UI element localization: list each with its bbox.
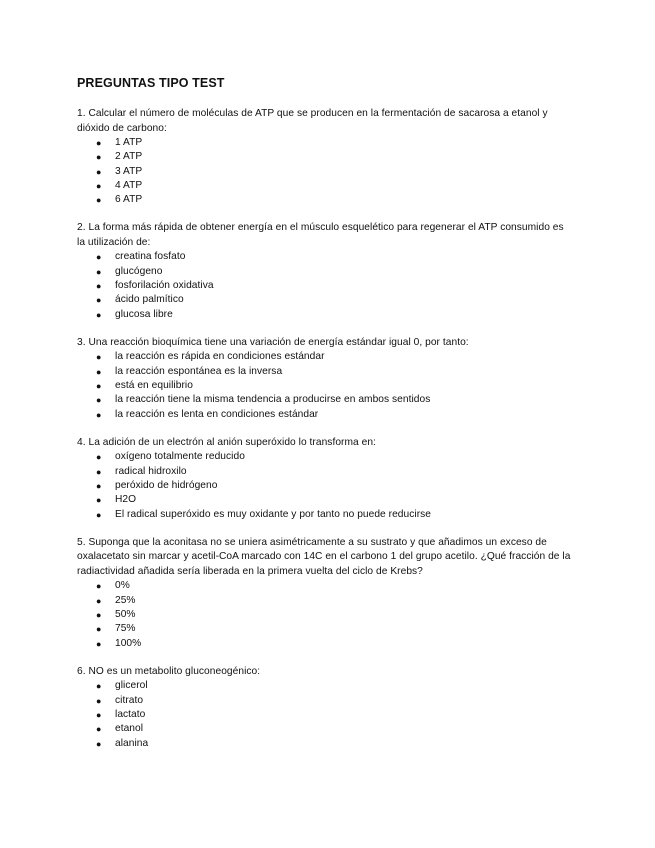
bullet-icon: ●	[96, 466, 102, 477]
option-item	[77, 379, 572, 393]
option-label: peróxido de hidrógeno	[115, 480, 218, 492]
option-label: glicerol	[115, 680, 148, 692]
bullet-icon: ●	[96, 409, 102, 420]
option-list	[77, 679, 572, 750]
option-item	[77, 136, 572, 150]
option-label: citrato	[115, 694, 144, 706]
question-3	[77, 336, 572, 422]
option-item	[77, 365, 572, 379]
option-label: la reacción tiene la misma tendencia a producirse en ambos sentidos	[115, 394, 431, 406]
option-label: 1 ATP	[115, 137, 143, 148]
bullet-icon: ●	[96, 381, 102, 392]
option-list	[77, 350, 572, 421]
option-label: lactato	[115, 709, 146, 721]
bullet-icon: ●	[96, 724, 102, 735]
option-item	[77, 279, 572, 293]
bullet-icon: ●	[96, 638, 102, 649]
option-label: está en equilibrio	[115, 380, 193, 392]
option-item	[77, 250, 572, 264]
option-label: creatina fosfato	[115, 251, 186, 263]
option-item	[77, 450, 572, 464]
option-label: la reacción espontánea es la inversa	[115, 365, 283, 377]
bullet-icon: ●	[96, 366, 102, 377]
option-item	[77, 465, 572, 479]
option-label: ácido palmítico	[115, 294, 184, 306]
question-6	[77, 665, 572, 751]
option-item	[77, 493, 572, 507]
bullet-icon: ●	[96, 395, 102, 406]
question-text: 4. La adición de un electrón al anión superóxido lo transforma en:	[77, 436, 376, 448]
question-2	[77, 221, 572, 321]
question-text: 6. NO es un metabolito gluconeogénico:	[77, 665, 261, 677]
option-label: 0%	[115, 580, 130, 592]
option-label: 100%	[115, 637, 142, 649]
bullet-icon: ●	[96, 624, 102, 635]
bullet-icon: ●	[96, 581, 102, 592]
option-item	[77, 179, 572, 193]
bullet-icon: ●	[96, 481, 102, 492]
option-label: 3 ATP	[115, 165, 143, 177]
option-list	[77, 450, 572, 521]
bullet-icon: ●	[96, 138, 102, 148]
option-label: 4 ATP	[115, 179, 143, 191]
bullet-icon: ●	[96, 266, 102, 277]
question-text: 2. La forma más rápida de obtener energía en el músculo esquelético para regenerar el ATP consumido es la utilización de:	[77, 222, 564, 248]
option-label: 75%	[115, 623, 136, 635]
bullet-icon: ●	[96, 281, 102, 292]
bullet-icon: ●	[96, 710, 102, 721]
option-label: glucógeno	[115, 265, 163, 277]
page-title: PREGUNTAS TIPO TEST	[77, 76, 225, 90]
question-5	[77, 536, 572, 651]
option-label: 50%	[115, 609, 136, 621]
option-item	[77, 637, 572, 651]
option-label: 6 ATP	[115, 194, 143, 206]
option-item	[77, 150, 572, 164]
option-item	[77, 165, 572, 179]
bullet-icon: ●	[96, 195, 102, 206]
option-label: glucosa libre	[115, 308, 173, 320]
bullet-icon: ●	[96, 452, 102, 463]
option-item	[77, 622, 572, 636]
option-label: 25%	[115, 594, 136, 606]
bullet-icon: ●	[96, 252, 102, 263]
option-label: H2O	[115, 494, 137, 506]
bullet-icon: ●	[96, 681, 102, 692]
bullet-icon: ●	[96, 738, 102, 749]
question-text: 1. Calcular el número de moléculas de ATP que se producen en la fermentación de sacarosa a etanol y dióxido de carbono:	[77, 108, 548, 134]
option-label: fosforilación oxidativa	[115, 280, 214, 292]
option-item	[77, 408, 572, 422]
option-item	[77, 679, 572, 693]
bullet-icon: ●	[96, 495, 102, 506]
option-item	[77, 579, 572, 593]
option-label: alanina	[115, 737, 149, 749]
option-label: radical hidroxilo	[115, 465, 187, 477]
question-4	[77, 436, 572, 522]
bullet-icon: ●	[96, 595, 102, 606]
option-list	[77, 579, 572, 650]
question-text: 3. Una reacción bioquímica tiene una variación de energía estándar igual 0, por tanto:	[77, 336, 469, 348]
bullet-icon: ●	[96, 152, 102, 163]
option-label: la reacción es lenta en condiciones estándar	[115, 408, 319, 420]
option-item	[77, 308, 572, 322]
bullet-icon: ●	[96, 695, 102, 706]
question-1	[77, 107, 572, 207]
option-list	[77, 250, 572, 321]
option-item	[77, 293, 572, 307]
question-text: 5. Suponga que la aconitasa no se uniera asimétricamente a su sustrato y que añadimos un exceso de oxalacetato sin marcar y acetil-CoA marcado con 14C en el carbono 1 del grupo acetilo. ¿Qué fracción de la radiactividad añadida sería liberada en la primera vuelta del ciclo de Krebs?	[77, 536, 571, 577]
bullet-icon: ●	[96, 610, 102, 621]
option-label: El radical superóxido es muy oxidante y por tanto no puede reducirse	[115, 508, 431, 520]
document-content	[77, 76, 572, 765]
option-item	[77, 722, 572, 736]
option-label: oxígeno totalmente reducido	[115, 451, 245, 463]
option-item	[77, 708, 572, 722]
option-label: etanol	[115, 723, 144, 735]
bullet-icon: ●	[96, 352, 102, 363]
bullet-icon: ●	[96, 309, 102, 320]
option-label: 2 ATP	[115, 151, 143, 163]
option-item	[77, 594, 572, 608]
option-label: la reacción es rápida en condiciones estándar	[115, 351, 325, 363]
option-item	[77, 265, 572, 279]
option-item	[77, 393, 572, 407]
option-item	[77, 350, 572, 364]
option-list	[77, 136, 572, 207]
option-item	[77, 508, 572, 522]
bullet-icon: ●	[96, 166, 102, 177]
bullet-icon: ●	[96, 295, 102, 306]
option-item	[77, 737, 572, 751]
option-item	[77, 193, 572, 207]
option-item	[77, 608, 572, 622]
bullet-icon: ●	[96, 180, 102, 191]
bullet-icon: ●	[96, 509, 102, 520]
option-item	[77, 479, 572, 493]
option-item	[77, 694, 572, 708]
